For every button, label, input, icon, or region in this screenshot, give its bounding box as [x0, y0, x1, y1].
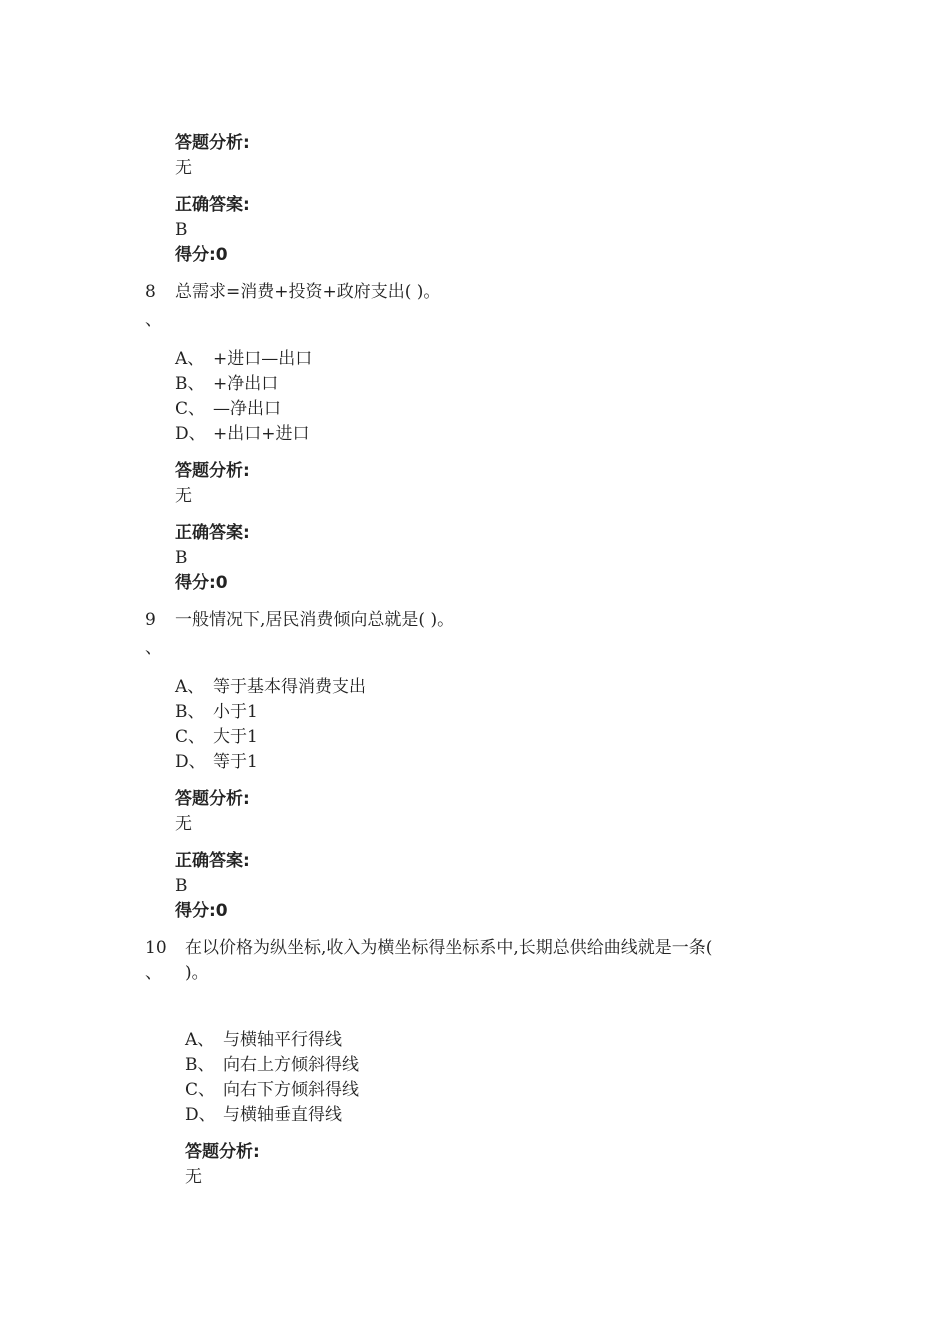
- analysis-label: 答题分析:: [185, 1142, 260, 1162]
- option-letter: C、: [175, 399, 206, 419]
- question-number-suffix: 、: [145, 963, 162, 983]
- option-c: [175, 398, 281, 420]
- option-text: 与横轴平行得线: [223, 1030, 342, 1050]
- question-stem: 总需求=消费+投资+政府支出( )。: [175, 282, 441, 302]
- option-text: 向右上方倾斜得线: [223, 1055, 359, 1075]
- option-a: [175, 676, 366, 698]
- option-d: [175, 423, 310, 445]
- option-text: 大于1: [213, 727, 258, 747]
- option-d: [175, 751, 258, 773]
- option-text: +进口—出口: [213, 349, 313, 369]
- option-letter: B、: [175, 702, 205, 722]
- analysis-label: 答题分析:: [175, 133, 250, 153]
- analysis-label: 答题分析:: [175, 461, 250, 481]
- option-b: [175, 373, 278, 395]
- option-letter: C、: [185, 1080, 216, 1100]
- option-letter: A、: [175, 349, 205, 369]
- question-number: 9: [145, 610, 156, 630]
- question-number: 10: [145, 938, 167, 958]
- analysis-value: 无: [175, 158, 192, 178]
- option-text: +出口+进口: [213, 424, 310, 444]
- question-stem-line-1: 在以价格为纵坐标,收入为横坐标得坐标系中,长期总供给曲线就是一条(: [185, 938, 713, 958]
- option-letter: B、: [175, 374, 205, 394]
- question-number-suffix: 、: [145, 638, 162, 658]
- option-text: 小于1: [213, 702, 258, 722]
- option-text: 等于1: [213, 752, 258, 772]
- answer-value: B: [175, 876, 188, 896]
- option-b: [175, 701, 258, 723]
- analysis-value: 无: [175, 486, 192, 506]
- answer-label: 正确答案:: [175, 523, 250, 543]
- option-a: [175, 348, 312, 370]
- answer-label: 正确答案:: [175, 195, 250, 215]
- option-letter: D、: [175, 424, 206, 444]
- option-b: [185, 1054, 359, 1076]
- answer-value: B: [175, 548, 188, 568]
- score-text: 得分:0: [175, 245, 228, 265]
- option-letter: B、: [185, 1055, 215, 1075]
- score-text: 得分:0: [175, 901, 228, 921]
- option-text: +净出口: [213, 374, 279, 394]
- question-stem: 一般情况下,居民消费倾向总就是( )。: [175, 610, 455, 630]
- question-stem-line-2: )。: [185, 963, 209, 983]
- option-letter: D、: [185, 1105, 216, 1125]
- option-letter: D、: [175, 752, 206, 772]
- option-text: 等于基本得消费支出: [213, 677, 366, 697]
- option-a: [185, 1029, 342, 1051]
- option-letter: C、: [175, 727, 206, 747]
- analysis-label: 答题分析:: [175, 789, 250, 809]
- option-text: 向右下方倾斜得线: [223, 1080, 359, 1100]
- question-number-suffix: 、: [145, 310, 162, 330]
- option-letter: A、: [185, 1030, 215, 1050]
- option-text: 与横轴垂直得线: [223, 1105, 342, 1125]
- option-c: [185, 1079, 359, 1101]
- score-text: 得分:0: [175, 573, 228, 593]
- option-d: [185, 1104, 342, 1126]
- answer-value: B: [175, 220, 188, 240]
- option-letter: A、: [175, 677, 205, 697]
- answer-label: 正确答案:: [175, 851, 250, 871]
- option-c: [175, 726, 258, 748]
- analysis-value: 无: [185, 1167, 202, 1187]
- option-text: —净出口: [213, 399, 281, 419]
- question-number: 8: [145, 282, 156, 302]
- analysis-value: 无: [175, 814, 192, 834]
